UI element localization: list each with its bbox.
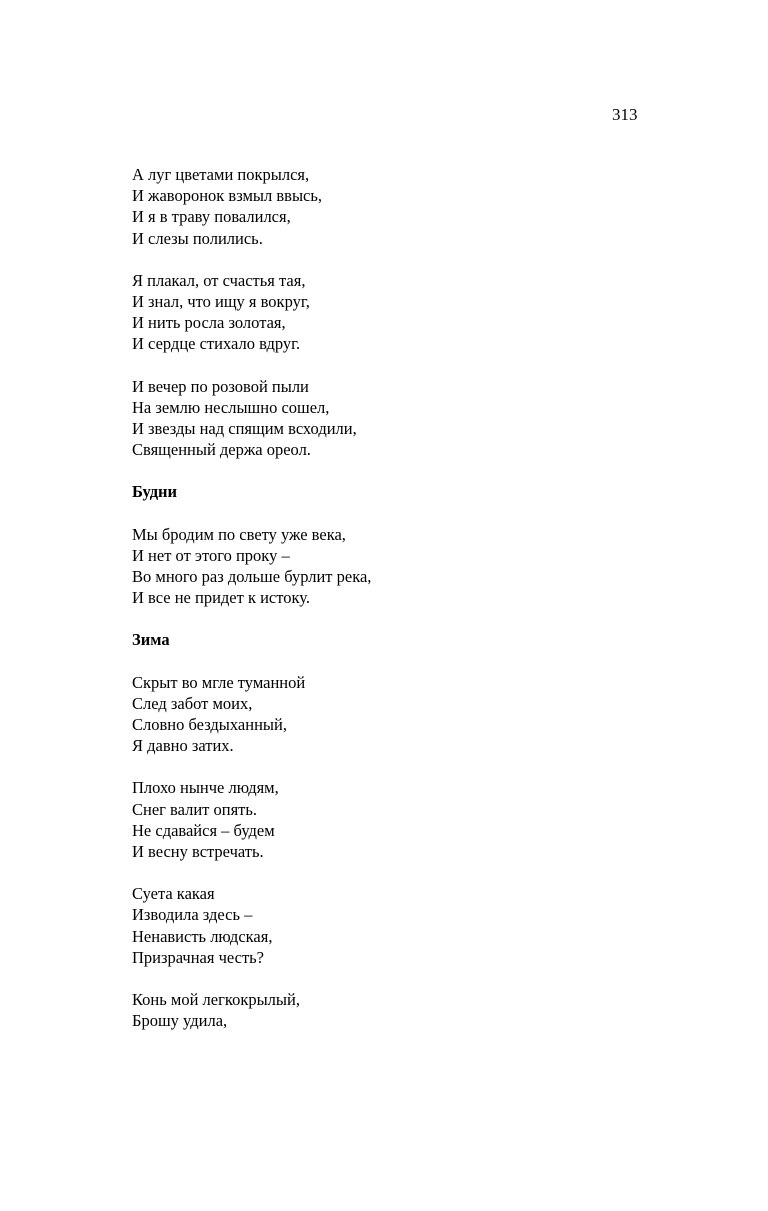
verse-line: И слезы полились. — [132, 228, 263, 248]
stanza — [132, 883, 652, 968]
verse-line: Не сдавайся – будем — [132, 820, 275, 840]
verse-line: И нить росла золотая, — [132, 313, 286, 333]
verse-line: И жаворонок взмыл ввысь, — [132, 186, 323, 206]
verse-line: Изводила здесь – — [132, 905, 253, 925]
verse-line: Я плакал, от счастья тая, — [132, 270, 306, 290]
verse-line: И вечер по розовой пыли — [132, 376, 309, 396]
verse-line: Ненависть людская, — [132, 926, 273, 946]
poem-title: Будни — [132, 482, 178, 502]
verse-line: И нет от этого проку – — [132, 545, 290, 565]
stanza — [132, 672, 652, 757]
verse-line: И знал, что ищу я вокруг, — [132, 292, 310, 312]
verse-line: Мы бродим по свету уже века, — [132, 524, 346, 544]
stanza — [132, 777, 652, 862]
verse-line: Конь мой легкокрылый, — [132, 990, 300, 1010]
verse-line: И я в траву повалился, — [132, 207, 291, 227]
poem-title: Зима — [132, 630, 170, 650]
verse-line: Во много раз дольше бурлит река, — [132, 567, 372, 587]
stanza — [132, 524, 652, 609]
page-number: 313 — [612, 105, 638, 124]
verse-line: А луг цветами покрылся, — [132, 165, 310, 184]
verse-line: Брошу удила, — [132, 1011, 228, 1031]
verse-line: Суета какая — [132, 884, 215, 904]
verse-line: На землю неслышно сошел, — [132, 397, 330, 417]
stanza — [132, 164, 652, 249]
verse-line: И все не придет к истоку. — [132, 588, 310, 608]
stanza — [132, 270, 652, 355]
verse-line: Священный держа ореол. — [132, 440, 311, 460]
verse-line: Снег валит опять. — [132, 799, 258, 819]
stanza — [132, 989, 652, 1031]
verse-line: И весну встречать. — [132, 842, 264, 862]
stanza — [132, 376, 652, 461]
verse-line: И сердце стихало вдруг. — [132, 334, 301, 354]
verse-line: И звезды над спящим всходили, — [132, 419, 357, 439]
verse-line: Призрачная честь? — [132, 947, 265, 967]
verse-line: Скрыт во мгле туманной — [132, 672, 306, 692]
verse-line: Плохо нынче людям, — [132, 778, 279, 798]
page-content — [132, 164, 652, 1053]
verse-line: Словно бездыханный, — [132, 715, 287, 735]
verse-line: След забот моих, — [132, 693, 253, 713]
verse-line: Я давно затих. — [132, 736, 234, 756]
